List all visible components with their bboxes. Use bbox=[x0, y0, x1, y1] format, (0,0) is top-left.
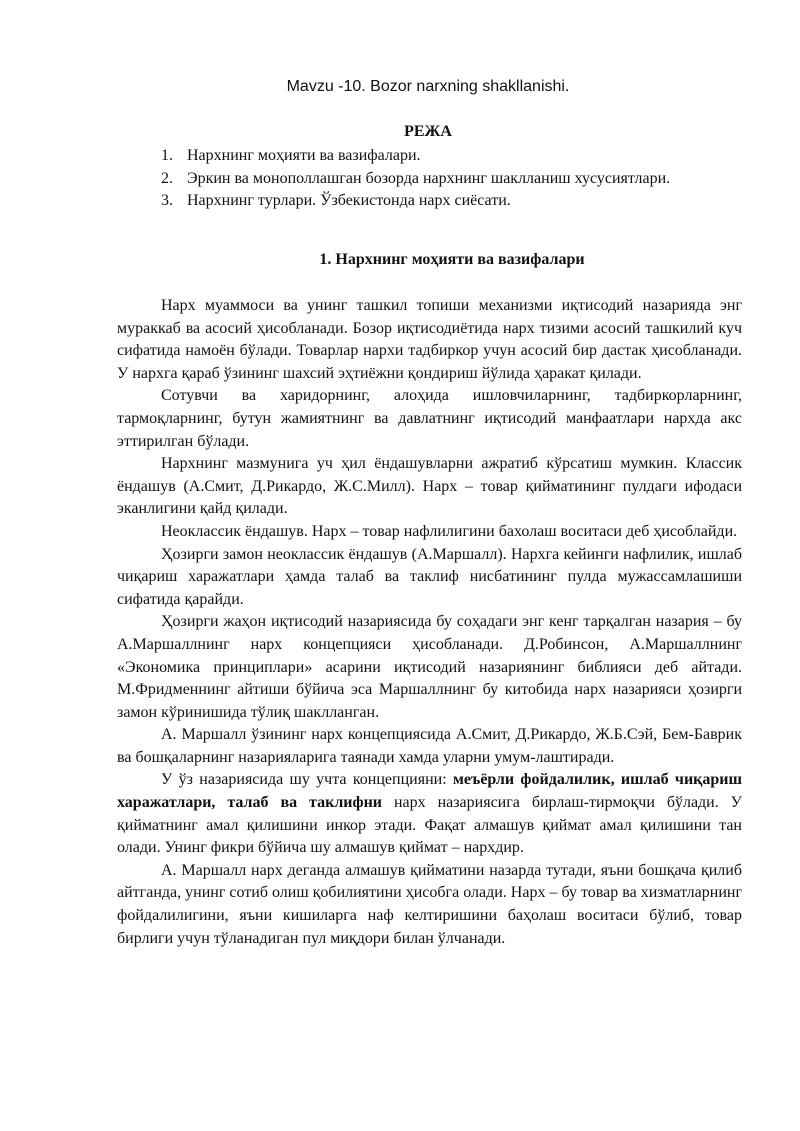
plan-item bbox=[161, 145, 742, 168]
topic-title: Mavzu -10. Bozor narxning shakllanishi. bbox=[286, 78, 570, 95]
paragraph: Нарх муаммоси ва унинг ташкил топиши механизми иқтисодий назарияда энг мураккаб ва асосий ҳисобланади. Бозор иқтисодиётида нарх тизими асосий ташкилий куч сифатида намоён бўлади. Товарлар нархи тадбиркор учун асосий бир дастак ҳисобланади. У нархга қараб ўзининг шахсий эҳтиёжни қондириш йўлида ҳаракат қилади. bbox=[117, 297, 742, 382]
plan-title: РЕЖА bbox=[404, 123, 452, 140]
plan-item bbox=[161, 190, 742, 213]
paragraph-text: У ўз назариясида шу учта концепцияни: bbox=[161, 771, 453, 789]
plan-item-text: Нархнинг моҳияти ва вазифалари. bbox=[187, 147, 421, 164]
paragraph-text: нарх назариясига бирлаш-тирмоқчи бўлади. У қийматнинг амал қилишини инкор этади. Фақат алмашув қиймат амал қилишини тан олади. Унинг фикри бўйича шу алмашув қиймат – нархдир. bbox=[117, 794, 743, 857]
section-heading: 1. Нархнинг моҳияти ва вазифалари bbox=[319, 251, 585, 268]
paragraph: Нархнинг мазмунига уч ҳил ёндашувларни ажратиб кўрсатиш мумкин. Классик ёндашув (А.Смит, Д.Рикардо, Ж.С.Милл). Нарх – товар қийматининг пулдаги ифодаси эканлигини қайд қилади. bbox=[117, 455, 742, 518]
plan-item-number: 2. bbox=[161, 169, 173, 187]
paragraph: Ҳозирги жаҳон иқтисодий назариясида бу соҳадаги энг кенг тарқалган назария – бу А.Маршаллнинг нарх концепцияси ҳисобланади. Д.Робинсон, А.Маршаллнинг «Экономика принциплари» асарини иқтисодий назариянинг библияси деб айтади. М.Фридменнинг айтиши бўйича эса Маршаллнинг бу китобида нарх назарияси ҳозирги замон кўринишида тўлиқ шаклланган. bbox=[117, 613, 742, 721]
plan-list bbox=[161, 145, 742, 213]
plan-item-text: Эркин ва монополлашган бозорда нархнинг шаклланиш хусусиятлари. bbox=[187, 169, 671, 187]
paragraph: Сотувчи ва харидорнинг, алоҳида ишловчиларнинг, тадбиркорларнинг, тармоқларнинг, бутун жамиятнинг ва давлатнинг иқтисодий манфаатлари нархда акс эттирилган бўлади. bbox=[117, 387, 742, 450]
plan-item bbox=[161, 168, 742, 191]
section-body bbox=[117, 295, 742, 950]
plan-item-number: 1. bbox=[161, 147, 173, 164]
paragraph: Неоклассик ёндашув. Нарх – товар нафлилигини бахолаш воситаси деб ҳисоблайди. bbox=[161, 522, 738, 540]
plan-item-text: Нархнинг турлари. Ўзбекистонда нарх сиёсати. bbox=[187, 192, 511, 210]
paragraph-bold-text: меъёрли фойдалилик, ишлаб чиқариш харажатлари, талаб ва таклифни bbox=[117, 771, 743, 812]
paragraph: А. Маршалл нарх деганда алмашув қийматини назарда тутади, яъни бошқача қилиб айтганда, унинг сотиб олиш қобилиятини ҳисобга олади. Нарх – бу товар ва хизматларнинг фойдалилигини, яъни кишиларга наф келтиришини баҳолаш воситаси бўлиб, товар бирлиги учун тўланадиган пул миқдори билан ўлчанади. bbox=[117, 861, 742, 947]
paragraph: А. Маршалл ўзининг нарх концепциясида А.Смит, Д.Рикардо, Ж.Б.Сэй, Бем-Баврик ва бошқаларнинг назарияларига таянади хамда уларни умум-лаштиради. bbox=[117, 726, 742, 766]
paragraph: Ҳозирги замон неоклассик ёндашув (А.Маршалл). Нархга кейинги нафлилик, ишлаб чиқариш харажатлари ҳамда талаб ва таклиф нисбатининг пулда мужассамлашиши сифатида қарайди. bbox=[117, 545, 742, 608]
plan-item-number: 3. bbox=[161, 192, 173, 210]
paragraph bbox=[117, 769, 742, 859]
